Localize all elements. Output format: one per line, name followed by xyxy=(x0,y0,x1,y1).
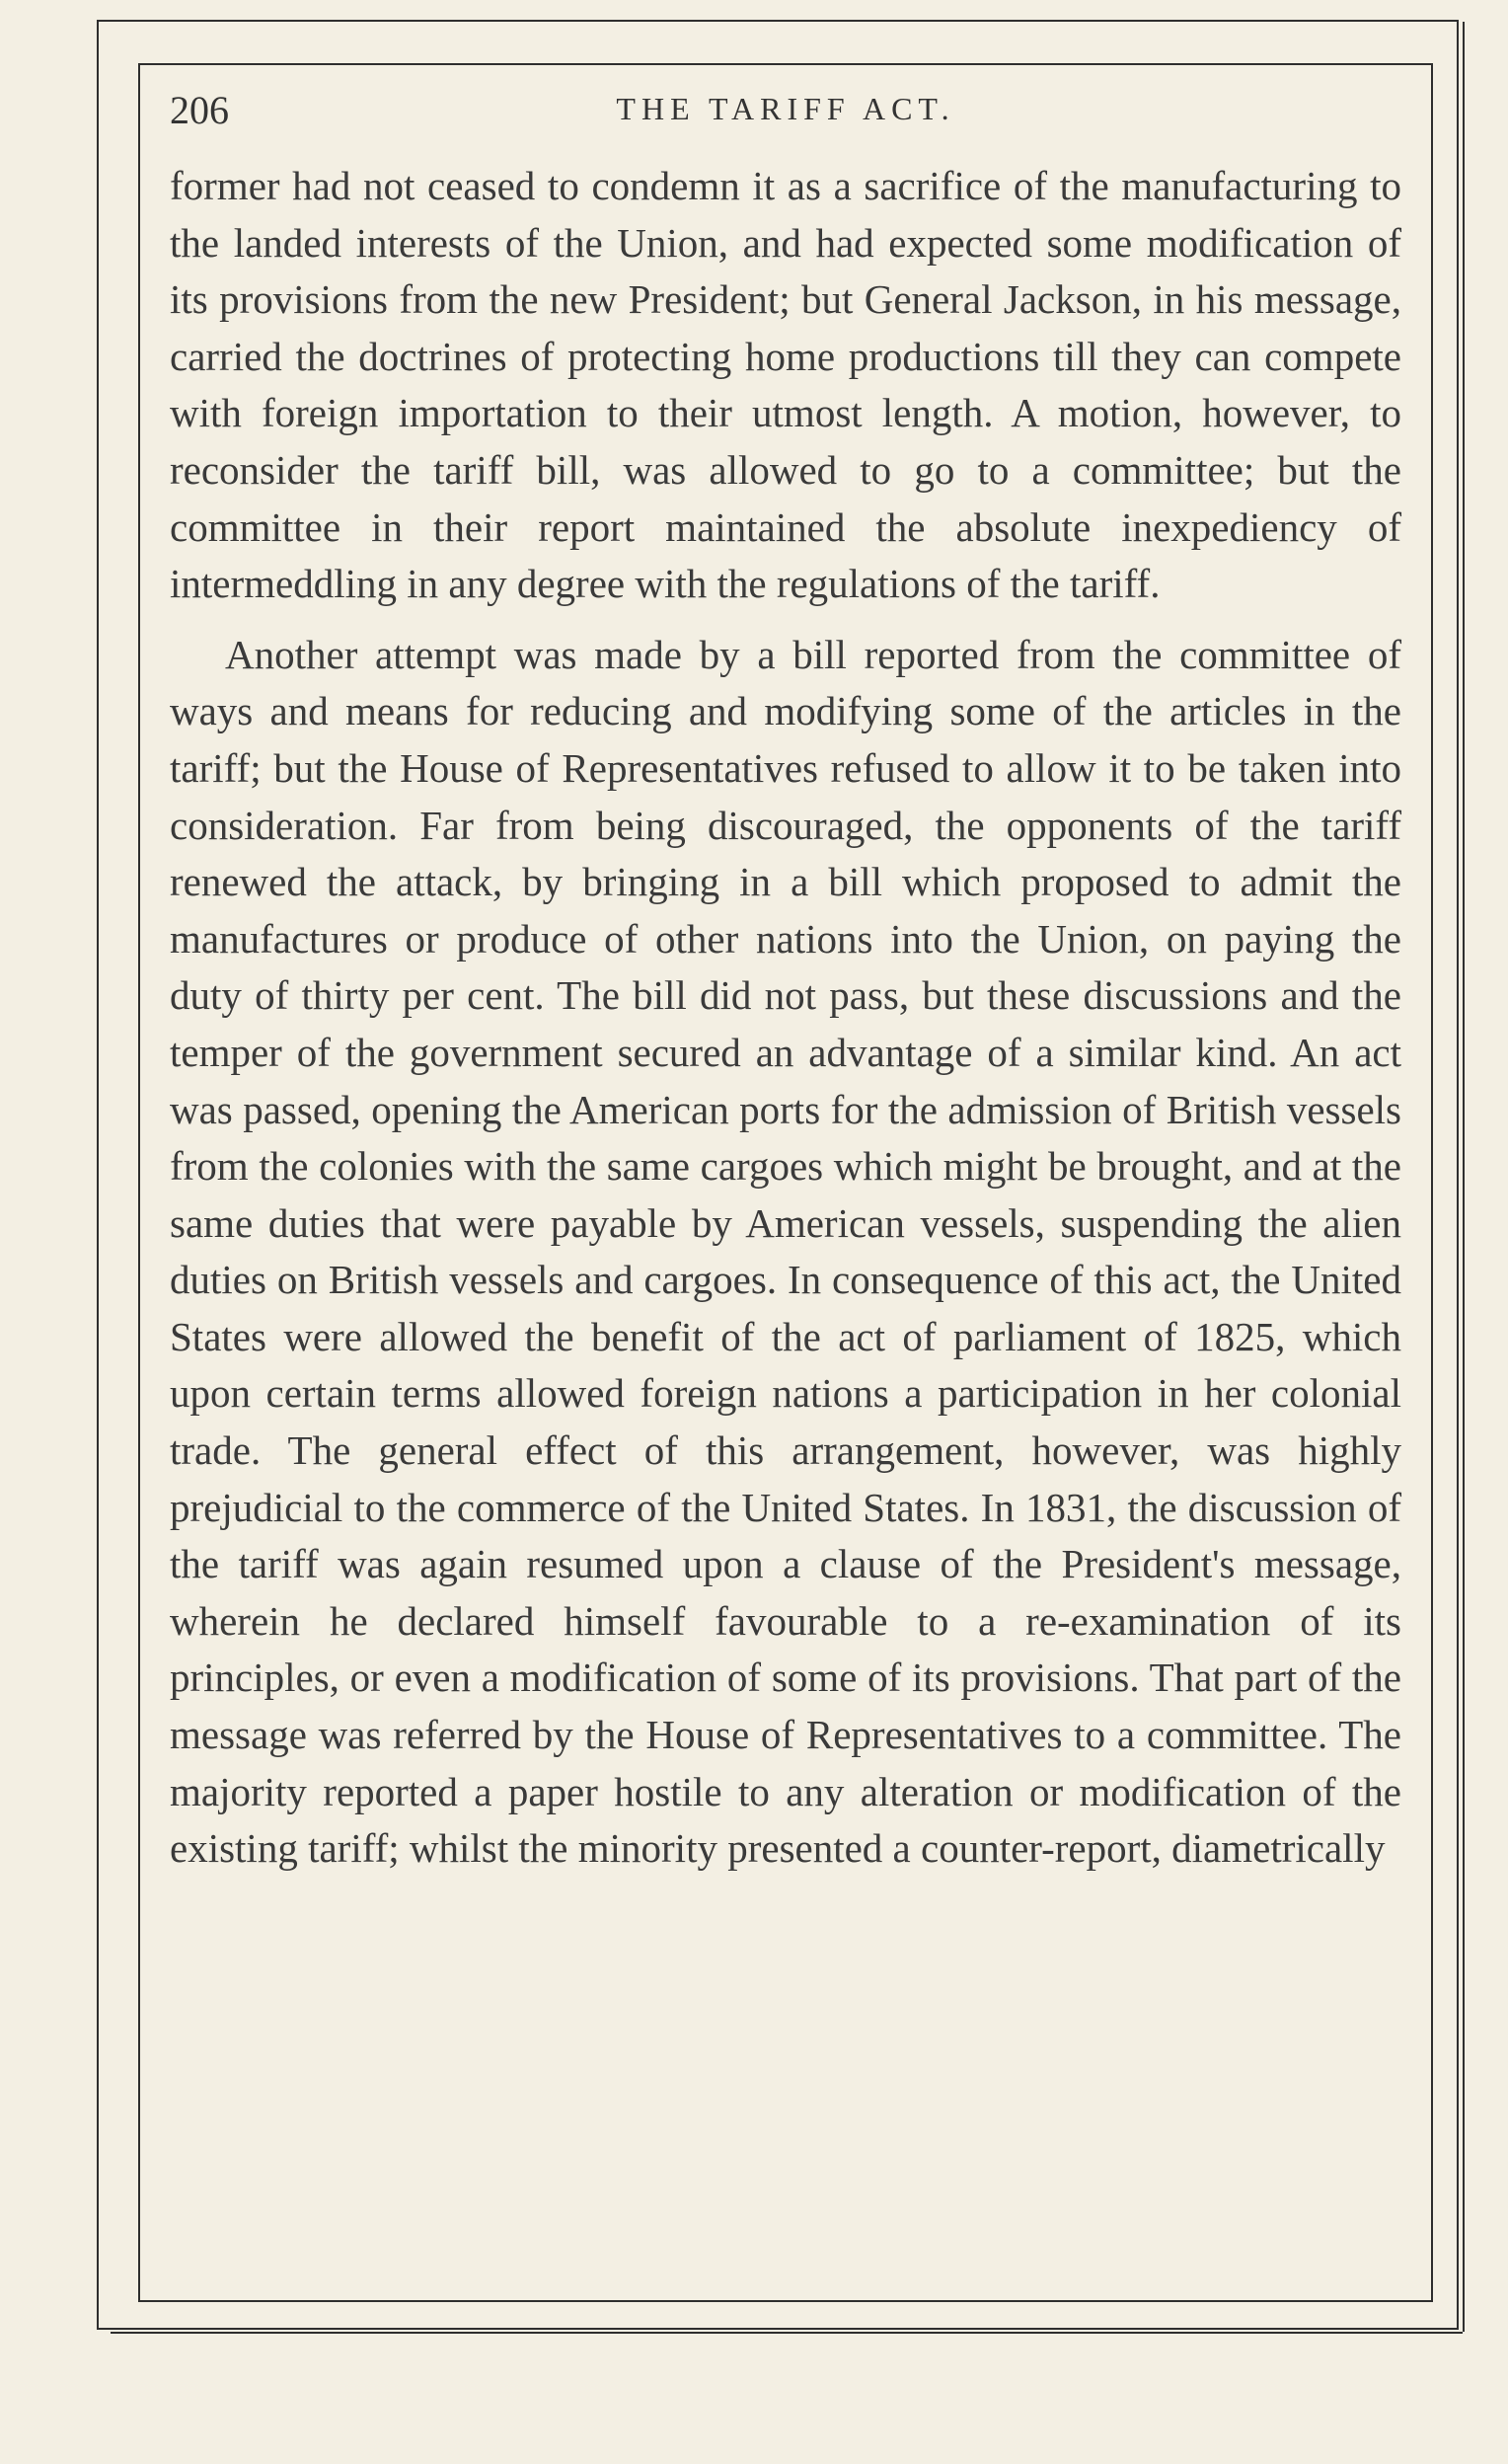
paragraph: Another attempt was made by a bill reported from the committee of ways and means for reducing and modifying some of the articles in the tariff; but the House of Representatives refused to allow it to be taken into consideration. Far from being discouraged, the opponents of the tariff renewed the attack, by bringing in a bill which proposed to admit the manufactures or produce of other nations into the Union, on paying the duty of thirty per cent. The bill did not pass, but these discussions and the temper of the government secured an advantage of a similar kind. An act was passed, opening the American ports for the admission of British vessels from the colonies with the same cargoes which might be brought, and at the same duties that were payable by American vessels, suspending the alien duties on British vessels and cargoes. In consequence of this act, the United States were allowed the benefit of the act of parliament of 1825, which upon certain terms allowed foreign nations a participation in her colonial trade. The general effect of this arrangement, however, was highly prejudicial to the commerce of the United States. In 1831, the discussion of the tariff was again resumed upon a clause of the President's message, wherein he declared himself favourable to a re-examination of its principles, or even a modification of some of its provisions. That part of the message was referred by the House of Representatives to a committee. The majority reported a paper hostile to any alteration or modification of the existing tariff; whilst the minority presented a counter-report, diametrically xyxy=(170,631,1401,1872)
page-header xyxy=(170,87,1401,142)
page-bottom-rule xyxy=(111,2332,1463,2334)
body-text xyxy=(170,158,1401,1878)
page-number: 206 xyxy=(170,88,229,132)
paragraph: former had not ceased to condemn it as a sacrifice of the manufacturing to the landed interests of the Union, and had expected some modification of its provisions from the new President; but General Jackson, in his message, carried the doctrines of protecting home productions till they can compete with foreign importation to their utmost length. A motion, however, to reconsider the tariff bill, was allowed to go to a committee; but the committee in their report maintained the absolute inexpediency of intermeddling in any degree with the regulations of the tariff. xyxy=(170,163,1401,607)
page-right-rule xyxy=(1463,22,1465,2332)
running-head: THE TARIFF ACT. xyxy=(616,91,955,126)
